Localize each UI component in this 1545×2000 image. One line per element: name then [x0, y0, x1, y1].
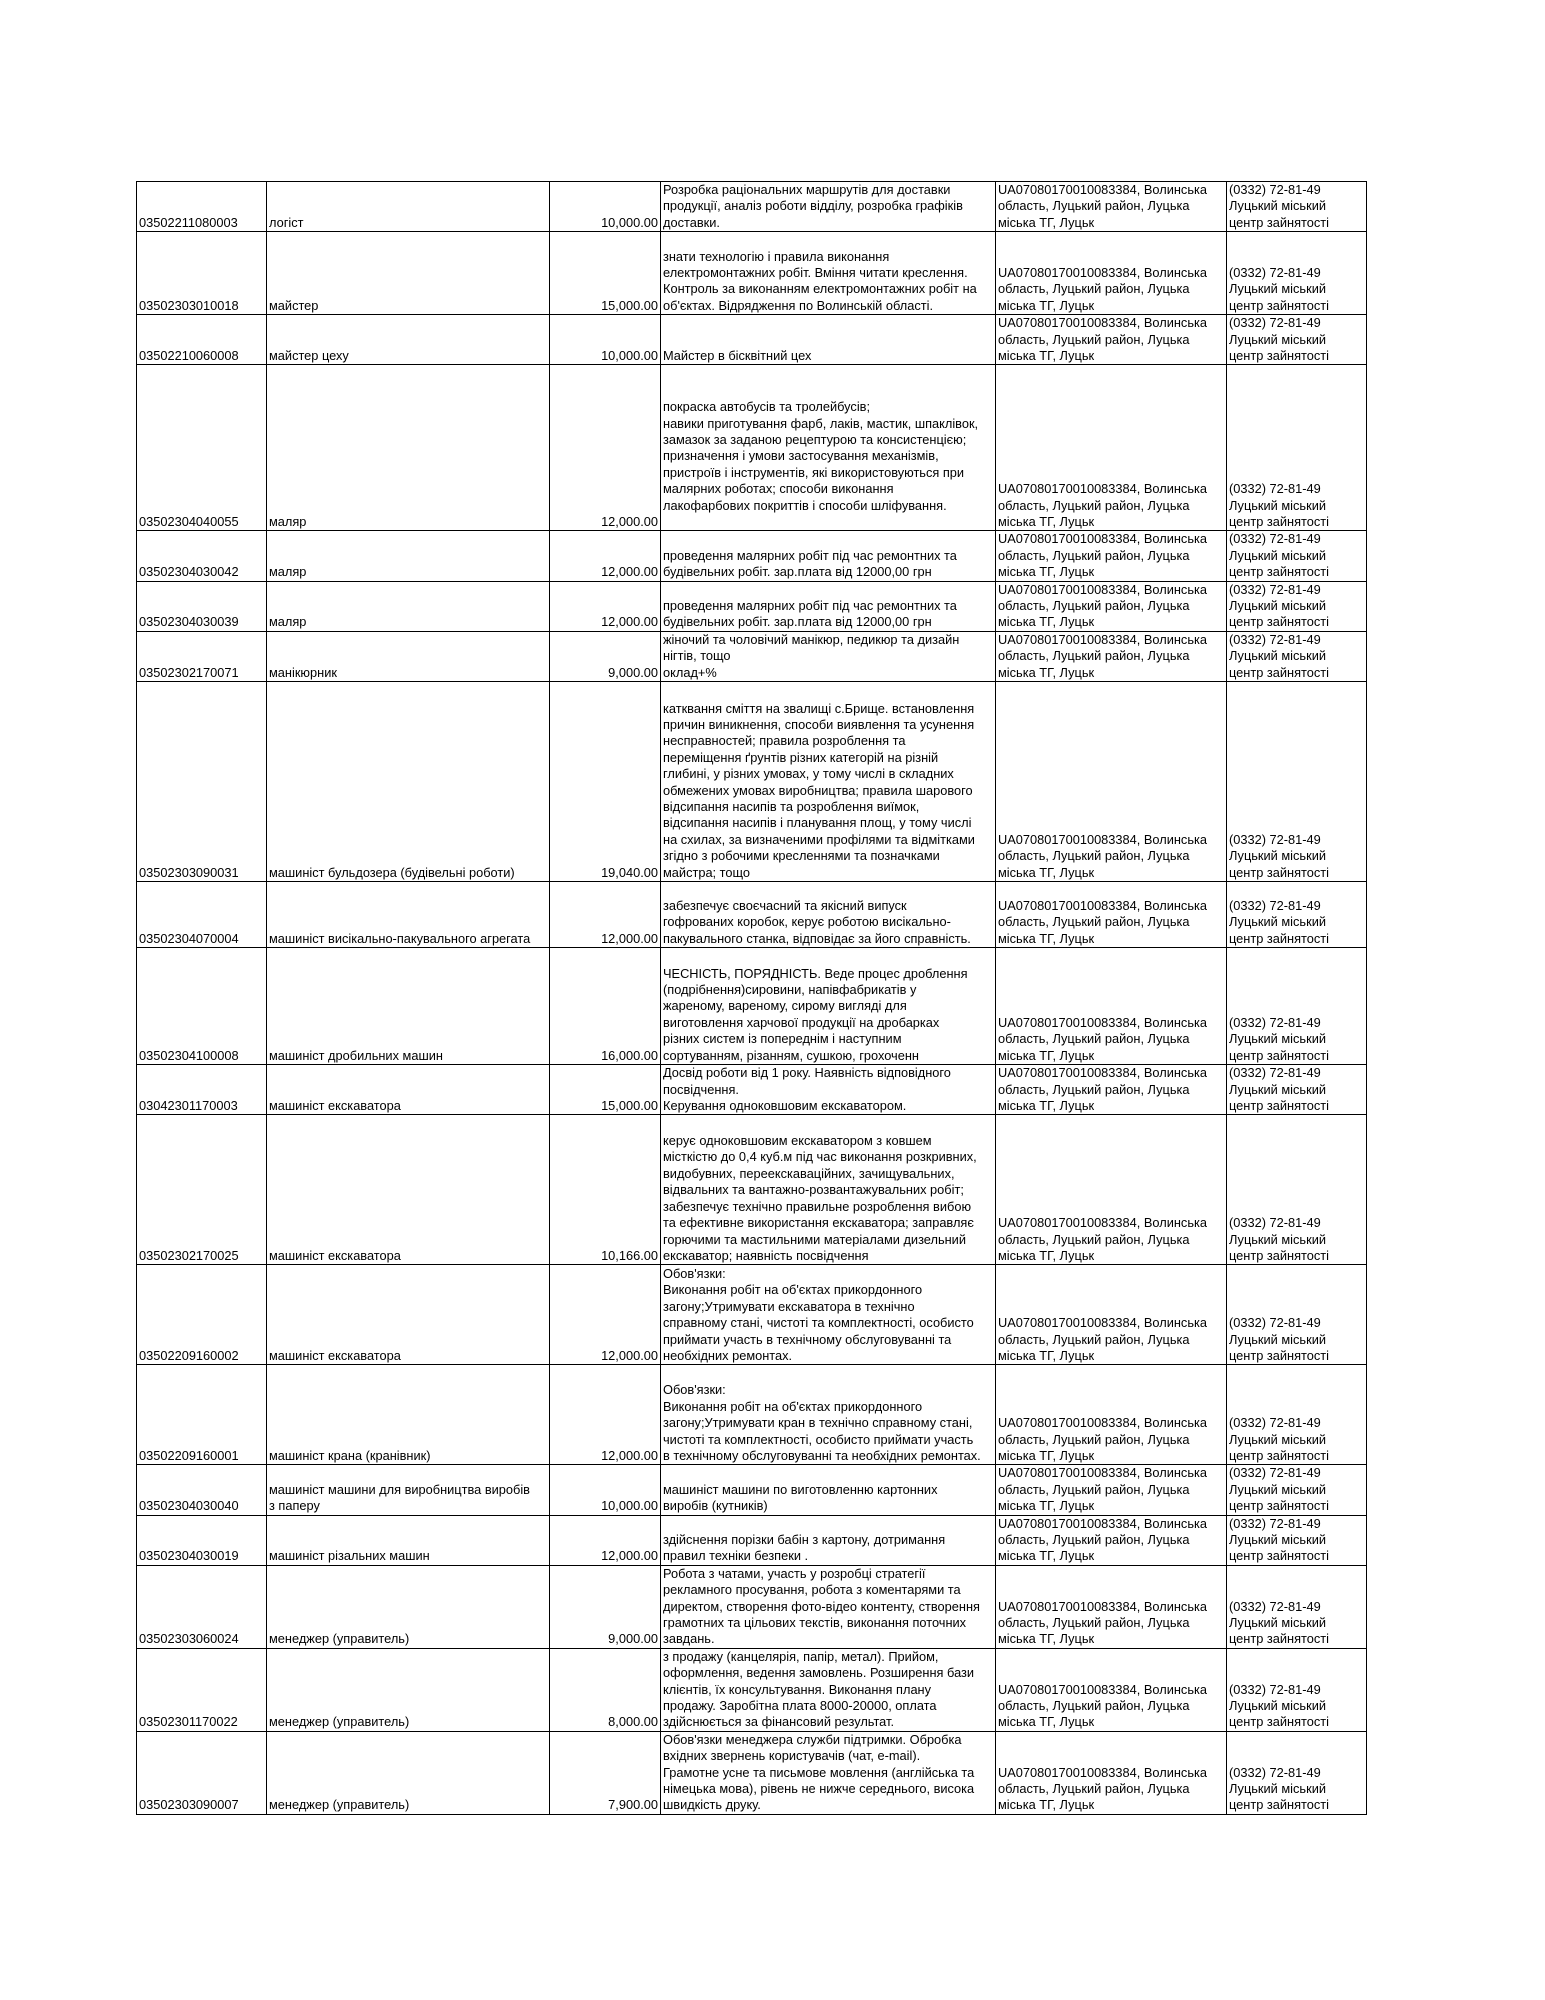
vacancy-salary: 9,000.00 [550, 1565, 661, 1648]
table-row [137, 1115, 1367, 1265]
vacancy-contact: (0332) 72-81-49 Луцький міський центр зайнятості [1227, 315, 1367, 365]
vacancy-address: UA07080170010083384, Волинська область, Луцький район, Луцька міська ТГ, Луцьк [996, 1265, 1227, 1365]
vacancy-title: менеджер (управитель) [267, 1731, 550, 1814]
table-row [137, 365, 1367, 531]
vacancy-description: проведення малярних робіт під час ремонтних та будівельних робіт. зар.плата від 12000,00 грн [661, 531, 996, 581]
vacancy-address: UA07080170010083384, Волинська область, Луцький район, Луцька міська ТГ, Луцьк [996, 1648, 1227, 1731]
vacancy-salary: 12,000.00 [550, 531, 661, 581]
vacancy-description: катквання сміття на звалищі с.Брище. встановлення причин виникнення, способи виявлення та усунення несправностей; правила розроблення та переміщення ґрунтів різних категорій на різній глибині, у різних умовах, у тому числі в складних обмежених умовах виробництва; правила шарового відсипання насипів та розроблення виїмок, відсипання насипів і планування площ, у тому числі на схилах, за визначеними профілями та відмітками згідно з робочими кресленнями та позначками майстра; тощо [661, 682, 996, 882]
table-row [137, 581, 1367, 631]
vacancy-address: UA07080170010083384, Волинська область, Луцький район, Луцька міська ТГ, Луцьк [996, 1515, 1227, 1565]
table-row [137, 1265, 1367, 1365]
vacancy-description: жіночий та чоловічий манікюр, педикюр та дизайн нігтів, тощо оклад+% [661, 631, 996, 681]
vacancy-title: маляр [267, 531, 550, 581]
vacancy-address: UA07080170010083384, Волинська область, Луцький район, Луцька міська ТГ, Луцьк [996, 182, 1227, 232]
vacancy-contact: (0332) 72-81-49 Луцький міський центр зайнятості [1227, 1465, 1367, 1515]
table-row [137, 631, 1367, 681]
table-row [137, 1465, 1367, 1515]
vacancy-contact: (0332) 72-81-49 Луцький міський центр зайнятості [1227, 1731, 1367, 1814]
vacancy-title: машиніст крана (кранівник) [267, 1365, 550, 1465]
table-row [137, 1065, 1367, 1115]
vacancy-salary: 12,000.00 [550, 365, 661, 531]
vacancy-contact: (0332) 72-81-49 Луцький міський центр зайнятості [1227, 1515, 1367, 1565]
vacancy-salary: 12,000.00 [550, 1515, 661, 1565]
table-row [137, 1565, 1367, 1648]
vacancy-address: UA07080170010083384, Волинська область, Луцький район, Луцька міська ТГ, Луцьк [996, 1115, 1227, 1265]
vacancy-title: машиніст екскаватора [267, 1065, 550, 1115]
vacancy-address: UA07080170010083384, Волинська область, Луцький район, Луцька міська ТГ, Луцьк [996, 1465, 1227, 1515]
vacancy-address: UA07080170010083384, Волинська область, Луцький район, Луцька міська ТГ, Луцьк [996, 581, 1227, 631]
vacancy-salary: 9,000.00 [550, 631, 661, 681]
vacancy-contact: (0332) 72-81-49 Луцький міський центр зайнятості [1227, 631, 1367, 681]
vacancy-code: 03502304030039 [137, 581, 267, 631]
table-row [137, 1648, 1367, 1731]
vacancy-description: Розробка раціональних маршрутів для доставки продукції, аналіз роботи відділу, розробка графіків доставки. [661, 182, 996, 232]
vacancy-salary: 12,000.00 [550, 1365, 661, 1465]
vacancy-code: 03502303090031 [137, 682, 267, 882]
vacancy-code: 03502209160002 [137, 1265, 267, 1365]
vacancy-title: майстер [267, 232, 550, 315]
vacancy-title: маляр [267, 581, 550, 631]
table-row [137, 1731, 1367, 1814]
vacancy-title: менеджер (управитель) [267, 1565, 550, 1648]
vacancy-address: UA07080170010083384, Волинська область, Луцький район, Луцька міська ТГ, Луцьк [996, 1065, 1227, 1115]
vacancy-title: машиніст машини для виробництва виробів з паперу [267, 1465, 550, 1515]
vacancy-description: Робота з чатами, участь у розробці стратегії рекламного просування, робота з коментарями та директом, створення фото-відео контенту, створення грамотних та цільових текстів, виконання поточних завдань. [661, 1565, 996, 1648]
vacancy-description: здійснення порізки бабін з картону, дотримання правил техніки безпеки . [661, 1515, 996, 1565]
table-row [137, 948, 1367, 1065]
vacancy-code: 03502304070004 [137, 882, 267, 948]
vacancy-salary: 10,166.00 [550, 1115, 661, 1265]
vacancy-description: покраска автобусів та тролейбусів; навики приготування фарб, лаків, мастик, шпаклівок, замазок за заданою рецептурою та консистенцією; призначення і умови застосування механізмів, пристроїв і інструментів, які використовуються при малярних роботах; способи виконання лакофарбових покриттів і способи шліфування. [661, 365, 996, 531]
vacancy-salary: 12,000.00 [550, 882, 661, 948]
vacancy-description: керує одноковшовим екскаватором з ковшем місткістю до 0,4 куб.м під час виконання розкривних, видобувних, переекскаваційних, зачищувальних, відвальних та вантажно-розвантажувальних робіт; забезпечує технічно правильне розроблення вибою та ефективне використання екскаватора; заправляє горючими та мастильними матеріалами дизельний екскаватор; наявність посвідчення [661, 1115, 996, 1265]
vacancy-code: 03502301170022 [137, 1648, 267, 1731]
vacancy-contact: (0332) 72-81-49 Луцький міський центр зайнятості [1227, 948, 1367, 1065]
vacancy-address: UA07080170010083384, Волинська область, Луцький район, Луцька міська ТГ, Луцьк [996, 948, 1227, 1065]
vacancy-address: UA07080170010083384, Волинська область, Луцький район, Луцька міська ТГ, Луцьк [996, 1731, 1227, 1814]
table-row [137, 1365, 1367, 1465]
vacancy-description: Обов'язки: Виконання робіт на об'єктах прикордонного загону;Утримувати кран в технічно справному стані, чистоті та комплектності, особисто приймати участь в технічному обслуговуванні та необхідних ремонтах. [661, 1365, 996, 1465]
vacancy-description: машиніст машини по виготовленню картонних виробів (кутників) [661, 1465, 996, 1515]
vacancy-title: логіст [267, 182, 550, 232]
vacancy-contact: (0332) 72-81-49 Луцький міський центр зайнятості [1227, 1648, 1367, 1731]
vacancy-description: Досвід роботи від 1 року. Наявність відповідного посвідчення. Керування одноковшовим екскаватором. [661, 1065, 996, 1115]
table-row [137, 531, 1367, 581]
vacancy-description: Майстер в бісквітний цех [661, 315, 996, 365]
table-row [137, 232, 1367, 315]
vacancy-address: UA07080170010083384, Волинська область, Луцький район, Луцька міська ТГ, Луцьк [996, 631, 1227, 681]
vacancy-code: 03502302170025 [137, 1115, 267, 1265]
vacancy-contact: (0332) 72-81-49 Луцький міський центр зайнятості [1227, 682, 1367, 882]
vacancy-description: проведення малярних робіт під час ремонтних та будівельних робіт. зар.плата від 12000,00 грн [661, 581, 996, 631]
vacancy-salary: 15,000.00 [550, 1065, 661, 1115]
vacancy-salary: 12,000.00 [550, 1265, 661, 1365]
vacancy-contact: (0332) 72-81-49 Луцький міський центр зайнятості [1227, 182, 1367, 232]
vacancy-rows [137, 182, 1367, 1815]
vacancy-title: машиніст дробильних машин [267, 948, 550, 1065]
vacancy-code: 03042301170003 [137, 1065, 267, 1115]
vacancy-code: 03502304030040 [137, 1465, 267, 1515]
vacancy-salary: 16,000.00 [550, 948, 661, 1065]
vacancy-salary: 10,000.00 [550, 1465, 661, 1515]
vacancy-title: манікюрник [267, 631, 550, 681]
vacancy-description: ЧЕСНІСТЬ, ПОРЯДНІСТЬ. Веде процес дроблення (подрібнення)сировини, напівфабрикатів у жареному, вареному, сирому вигляді для виготовлення харчової продукції на дробарках різних систем із попереднім і наступним сортуванням, різанням, сушкою, грохоченн [661, 948, 996, 1065]
vacancy-table [136, 181, 1367, 1815]
vacancy-address: UA07080170010083384, Волинська область, Луцький район, Луцька міська ТГ, Луцьк [996, 882, 1227, 948]
vacancy-contact: (0332) 72-81-49 Луцький міський центр зайнятості [1227, 232, 1367, 315]
vacancy-title: машиніст різальних машин [267, 1515, 550, 1565]
vacancy-address: UA07080170010083384, Волинська область, Луцький район, Луцька міська ТГ, Луцьк [996, 315, 1227, 365]
vacancy-code: 03502304030042 [137, 531, 267, 581]
vacancy-description: забезпечує своєчасний та якісний випуск гофрованих коробок, керує роботою висікально- пакувального станка, відповідає за його справність. [661, 882, 996, 948]
table-row [137, 182, 1367, 232]
vacancy-title: машиніст екскаватора [267, 1115, 550, 1265]
vacancy-code: 03502303090007 [137, 1731, 267, 1814]
vacancy-contact: (0332) 72-81-49 Луцький міський центр зайнятості [1227, 1265, 1367, 1365]
vacancy-salary: 8,000.00 [550, 1648, 661, 1731]
vacancy-salary: 10,000.00 [550, 182, 661, 232]
table-row [137, 682, 1367, 882]
vacancy-code: 03502304100008 [137, 948, 267, 1065]
vacancy-title: менеджер (управитель) [267, 1648, 550, 1731]
vacancy-code: 03502302170071 [137, 631, 267, 681]
vacancy-contact: (0332) 72-81-49 Луцький міський центр зайнятості [1227, 1565, 1367, 1648]
vacancy-contact: (0332) 72-81-49 Луцький міський центр зайнятості [1227, 531, 1367, 581]
vacancy-description: Обов'язки: Виконання робіт на об'єктах прикордонного загону;Утримувати екскаватора в технічно справному стані, чистоті та комплектності, особисто приймати участь в технічному обслуговуванні та необхідних ремонтах. [661, 1265, 996, 1365]
vacancy-code: 03502209160001 [137, 1365, 267, 1465]
vacancy-code: 03502210060008 [137, 315, 267, 365]
vacancy-code: 03502211080003 [137, 182, 267, 232]
vacancy-title: маляр [267, 365, 550, 531]
vacancy-code: 03502304030019 [137, 1515, 267, 1565]
vacancy-code: 03502304040055 [137, 365, 267, 531]
vacancy-salary: 15,000.00 [550, 232, 661, 315]
vacancy-contact: (0332) 72-81-49 Луцький міський центр зайнятості [1227, 882, 1367, 948]
table-row [137, 315, 1367, 365]
vacancy-salary: 19,040.00 [550, 682, 661, 882]
table-row [137, 882, 1367, 948]
vacancy-title: майстер цеху [267, 315, 550, 365]
vacancy-description: знати технологію і правила виконання електромонтажних робіт. Вміння читати креслення. Контроль за виконанням електромонтажних робіт на об'єктах. Відрядження по Волинській області. [661, 232, 996, 315]
table-row [137, 1515, 1367, 1565]
vacancy-description: Обов'язки менеджера служби підтримки. Обробка вхідних звернень користувачів (чат, e-mail). Грамотне усне та письмове мовлення (англійська та німецька мова), рівень не нижче середнього, висока швидкість друку. [661, 1731, 996, 1814]
vacancy-address: UA07080170010083384, Волинська область, Луцький район, Луцька міська ТГ, Луцьк [996, 365, 1227, 531]
vacancy-address: UA07080170010083384, Волинська область, Луцький район, Луцька міська ТГ, Луцьк [996, 1565, 1227, 1648]
vacancy-salary: 12,000.00 [550, 581, 661, 631]
vacancy-code: 03502303060024 [137, 1565, 267, 1648]
vacancy-address: UA07080170010083384, Волинська область, Луцький район, Луцька міська ТГ, Луцьк [996, 531, 1227, 581]
vacancy-salary: 10,000.00 [550, 315, 661, 365]
vacancy-title: машиніст висікально-пакувального агрегата [267, 882, 550, 948]
vacancy-contact: (0332) 72-81-49 Луцький міський центр зайнятості [1227, 1365, 1367, 1465]
vacancy-contact: (0332) 72-81-49 Луцький міський центр зайнятості [1227, 365, 1367, 531]
vacancy-contact: (0332) 72-81-49 Луцький міський центр зайнятості [1227, 1115, 1367, 1265]
vacancy-address: UA07080170010083384, Волинська область, Луцький район, Луцька міська ТГ, Луцьк [996, 232, 1227, 315]
vacancy-contact: (0332) 72-81-49 Луцький міський центр зайнятості [1227, 1065, 1367, 1115]
vacancy-salary: 7,900.00 [550, 1731, 661, 1814]
vacancy-address: UA07080170010083384, Волинська область, Луцький район, Луцька міська ТГ, Луцьк [996, 682, 1227, 882]
vacancy-address: UA07080170010083384, Волинська область, Луцький район, Луцька міська ТГ, Луцьк [996, 1365, 1227, 1465]
vacancy-title: машиніст екскаватора [267, 1265, 550, 1365]
vacancy-title: машиніст бульдозера (будівельні роботи) [267, 682, 550, 882]
vacancy-contact: (0332) 72-81-49 Луцький міський центр зайнятості [1227, 581, 1367, 631]
vacancy-code: 03502303010018 [137, 232, 267, 315]
vacancy-description: з продажу (канцелярія, папір, метал). Прийом, оформлення, ведення замовлень. Розширення бази клієнтів, їх консультування. Виконання плану продажу. Заробітна плата 8000-20000, оплата здійснюється за фінансовий результат. [661, 1648, 996, 1731]
